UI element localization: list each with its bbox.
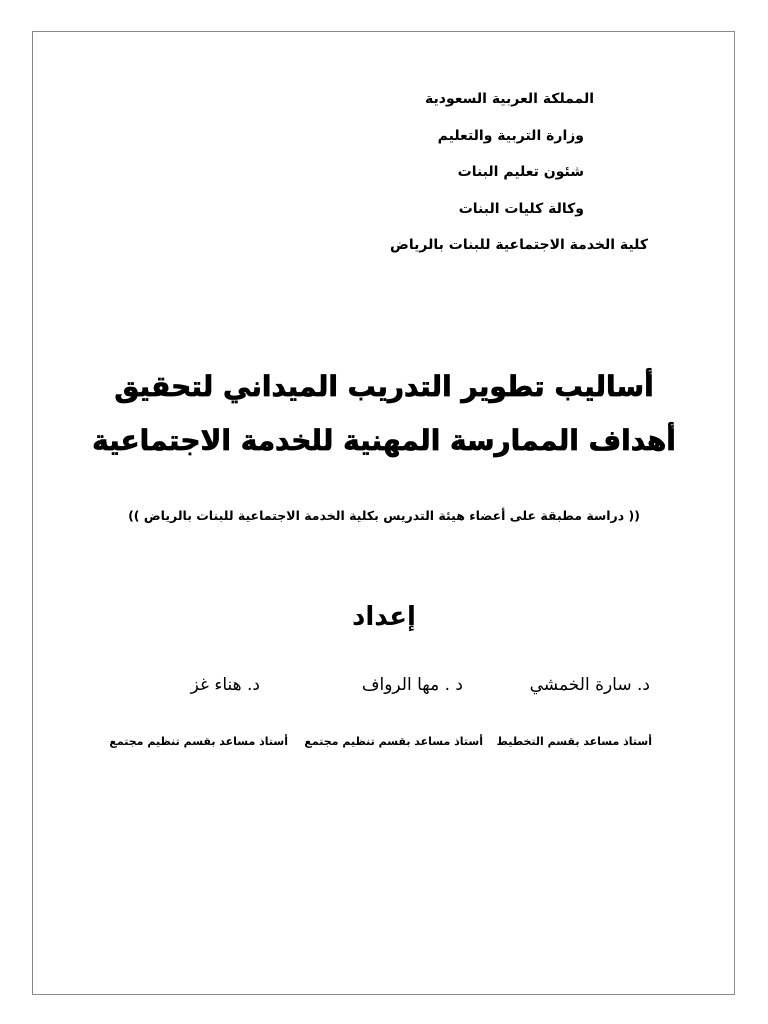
author-role-2: أستاذ مساعد بقسم تنظيم مجتمع bbox=[304, 735, 483, 748]
header-ministry: وزارة التربية والتعليم bbox=[437, 127, 584, 144]
title-line-2: أهداف الممارسة المهنية للخدمة الاجتماعية bbox=[92, 424, 676, 457]
header-affairs: شئون تعليم البنات bbox=[457, 164, 584, 180]
study-subtitle: (( دراسة مطبقة على أعضاء هيئة التدريس بكلية الخدمة الاجتماعية للبنات بالرياض )) bbox=[128, 508, 640, 523]
title-line-1: أساليب تطوير التدريب الميداني لتحقيق bbox=[114, 370, 654, 403]
author-name-1: د. سارة الخمشي bbox=[529, 675, 650, 695]
header-country: المملكة العربية السعودية bbox=[425, 91, 594, 107]
header-college: كلية الخدمة الاجتماعية للبنات بالرياض bbox=[390, 237, 648, 253]
document-title bbox=[0, 360, 768, 468]
prepared-by-heading: إعداد bbox=[352, 602, 416, 632]
author-name-3: د. هناء غز bbox=[190, 675, 260, 695]
author-name-2: د . مها الرواف bbox=[361, 675, 463, 695]
header-agency: وكالة كليات البنات bbox=[458, 200, 584, 217]
institution-header bbox=[390, 90, 648, 254]
author-role-1: أستاذ مساعد بقسم التخطيط bbox=[496, 735, 652, 748]
author-role-3: أستاذ مساعد بقسم تنظيم مجتمع bbox=[109, 735, 288, 748]
